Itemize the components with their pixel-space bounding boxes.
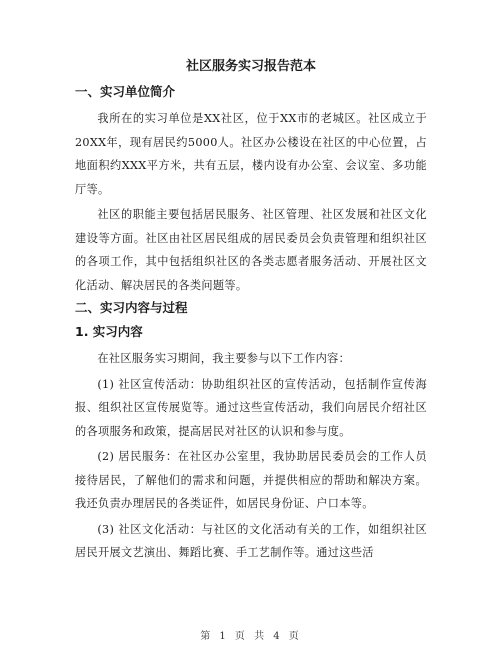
subsection-heading-content: 1. 实习内容: [75, 324, 143, 339]
paragraph-item-publicity: (1) 社区宣传活动：协助组织社区的宣传活动，包括制作宣传海报、组织社区宣传展览等。通过这些宣传活动，我们向居民介绍社区的各项服务和政策，提高居民对社区的认识和参与度。: [75, 377, 427, 438]
paragraph-unit-functions: 社区的职能主要包括居民服务、社区管理、社区发展和社区文化建设等方面。社区由社区居民组成的居民委员会负责管理和组织社区的各项工作，其中包括组织社区的各类志愿者服务活动、开展社区文化活动、解决居民的各类问题等。: [75, 208, 427, 292]
paragraph-item-resident-service: (2) 居民服务：在社区办公室里，我协助居民委员会的工作人员接待居民，了解他们的需求和问题，并提供相应的帮助和解决方案。我还负责办理居民的各类证件，如居民身份证、户口本等。: [75, 450, 427, 510]
document-title: 社区服务实习报告范本: [185, 59, 316, 74]
section-heading-content-process: 二、实习内容与过程: [75, 300, 188, 315]
paragraph-intro: 在社区服务实习期间，我主要参与以下工作内容：: [97, 352, 351, 365]
paragraph-unit-overview: 我所在的实习单位是XX社区，位于XX市的老城区。社区成立于20XX年，现有居民约5000人。社区办公楼设在社区的中心位置，占地面积约XXX平方米，共有五层，楼内设有办公室、会议室、多功能厅等。: [75, 112, 427, 196]
paragraph-item-culture: (3) 社区文化活动：与社区的文化活动有关的工作，如组织社区居民开展文艺演出、舞蹈比赛、手工艺制作等。通过这些活: [75, 522, 427, 559]
page-number-footer: 第 1 页 共 4 页: [200, 631, 302, 642]
document-body: [75, 58, 427, 567]
section-heading-unit-intro: 一、实习单位简介: [75, 84, 176, 99]
